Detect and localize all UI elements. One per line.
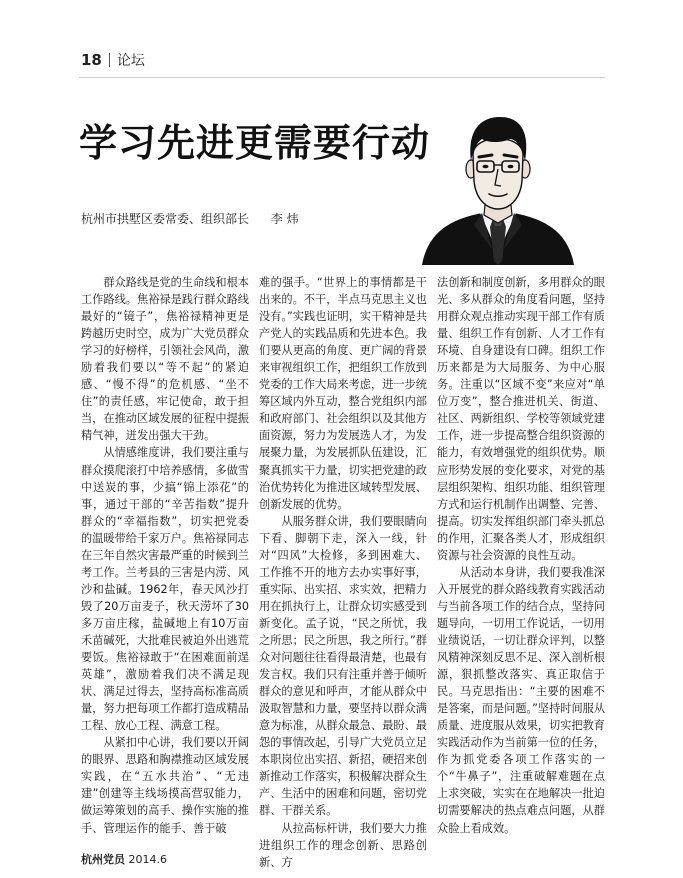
page-footer bbox=[81, 851, 167, 867]
paragraph: 从服务群众讲，我们要眼睛向下看、脚朝下走，深入一线，针对“四风”大检修，多到困难大、工作推不开的地方去办实事好事，重实际、出实招、求实效，把精力用在抓执行上，让群众切实感受到新变化。孟子说，“民之所忧，我之所思；民之所思，我之所行。”群众对问题往往看得最清楚，也最有发言权。我们只有注重并善于倾听群众的意见和呼声，才能从群众中汲取智慧和力量，要坚持以群众满意为标准，从群众最急、最盼、最怨的事情改起，引导广大党员立足本职岗位出实招、新招，硬招来创新推动工作落实，积极解决群众生产、生活中的困难和问题，密切党群、干群关系。 bbox=[259, 514, 428, 818]
paragraph: 难的强手。“世界上的事情都是干出来的。不干，半点马克思主义也没有。”实践也证明，实干精神是共产党人的实践品质和先进本色。我们要从更高的角度、更广阔的背景来审视组织工作，把组织工作放到党委的工作大局来考虑，进一步统筹区域内外互动，整合党组织内部和政府部门、社会组织以及其他方面资源，努力为发展选人才，为发展聚力量，为发展抓队伍建设，汇聚真抓实干力量，切实把党建的政治优势转化为推进区域转型发展、创新发展的优势。 bbox=[259, 276, 428, 511]
section-label: 论坛 bbox=[116, 53, 145, 69]
text-column-3 bbox=[437, 274, 605, 837]
author-name: 李 炜 bbox=[270, 212, 299, 226]
header-rule bbox=[79, 77, 605, 78]
paragraph: 从情感维度讲，我们要注重与群众摸爬滚打中培养感情，多做雪中送炭的事，少搞“锦上添花”的事，通过干部的“辛苦指数”提升群众的“幸福指数”，切实把党委的温暖带给千家万户。焦裕禄同志在三年自然灾害最严重的时候到兰考工作。兰考县的三害是内涝、风沙和盐碱。1962年，春天风沙打毁了20万亩麦子，秋天涝坏了30多万亩庄稼，盐碱地上有10万亩禾苗碱死，大批难民被迫外出逃荒要饭。焦裕禄敢于“在困难面前逞英雄”，激励着我们决不满足现状、满足过得去，坚持高标准高质量，努力把每项工作都打造成精品工程、放心工程、满意工程。 bbox=[81, 446, 249, 733]
paragraph: 从活动本身讲，我们要我准深入开展党的群众路线教育实践活动与当前各项工作的结合点，坚持问题导向，一切用工作说话，一切用业绩说话，一切让群众评判，以整风精神深刻反思不足、深入剖析根源，狠抓整改落实、真正取信于民。马克思指出：“主要的困难不是答案，而是问题。”坚持时间服从质量、进度服从效果，切实把教育实践活动作为当前第一位的任务，作为抓党委各项工作落实的一个“牛鼻子”，注重破解难题在点上求突破，实实在在地解决一批迫切需要解决的热点难点问题，从群众脸上看成效。 bbox=[437, 565, 606, 835]
text-column-2 bbox=[259, 274, 427, 871]
paragraph: 法创新和制度创新，多用群众的眼光、多从群众的角度看问题，坚持用群众观点推动实现干部工作有质量、组织工作有创新、人才工作有环境、自身建设有口碑。组织工作历来都是为大局服务、为中心服务。注重以“区域不变”来应对“单位万变”，整合推进机关、街道、社区、两新组织、学校等领域党建工作，进一步提高整合组织资源的能力，有效增强党的组织优势。顺应形势发展的变化要求，对党的基层组织架构、组织功能、组织管理方式和运行机制作出调整、完善、提高。切实发挥组织部门牵头抓总的作用，汇聚各类人才，形成组织资源与社会资源的良性互动。 bbox=[437, 276, 605, 562]
author-affiliation: 杭州市拱墅区委常委、组织部长 bbox=[81, 212, 250, 226]
paragraph: 从拉高标杆讲，我们要大力推进组织工作的理念创新、思路创新、方 bbox=[259, 821, 427, 869]
byline bbox=[81, 210, 299, 227]
page-header bbox=[81, 50, 145, 70]
page-number: 18 bbox=[81, 51, 102, 69]
paragraph: 群众路线是党的生命线和根本工作路线。焦裕禄是践行群众路线最好的“镜子”，焦裕禄精神更是跨越历史时空，成为广大党员群众学习的好榜样，引领社会风尚，激励着我们要以“等不起”的紧迫感、“慢不得”的危机感、“坐不住”的责任感，牢记使命，敢于担当，在推动区域发展的征程中提振精气神，迸发出强大干劲。 bbox=[81, 276, 249, 443]
magazine-name: 杭州党员 bbox=[81, 853, 125, 866]
header-divider bbox=[109, 53, 110, 67]
paragraph: 从紧扣中心讲，我们要以开阔的眼界、思路和胸襟推动区域发展实践，在“五水共治”、“无违建”创建等主线场摸高营驭能力，做运筹策划的高手、操作实施的推手、管理运作的能手、善于破 bbox=[81, 736, 249, 835]
article-title: 学习先进更需要行动 bbox=[79, 120, 431, 165]
issue-date: 2014.6 bbox=[128, 853, 167, 866]
author-portrait bbox=[418, 103, 578, 265]
text-column-1 bbox=[81, 274, 249, 837]
